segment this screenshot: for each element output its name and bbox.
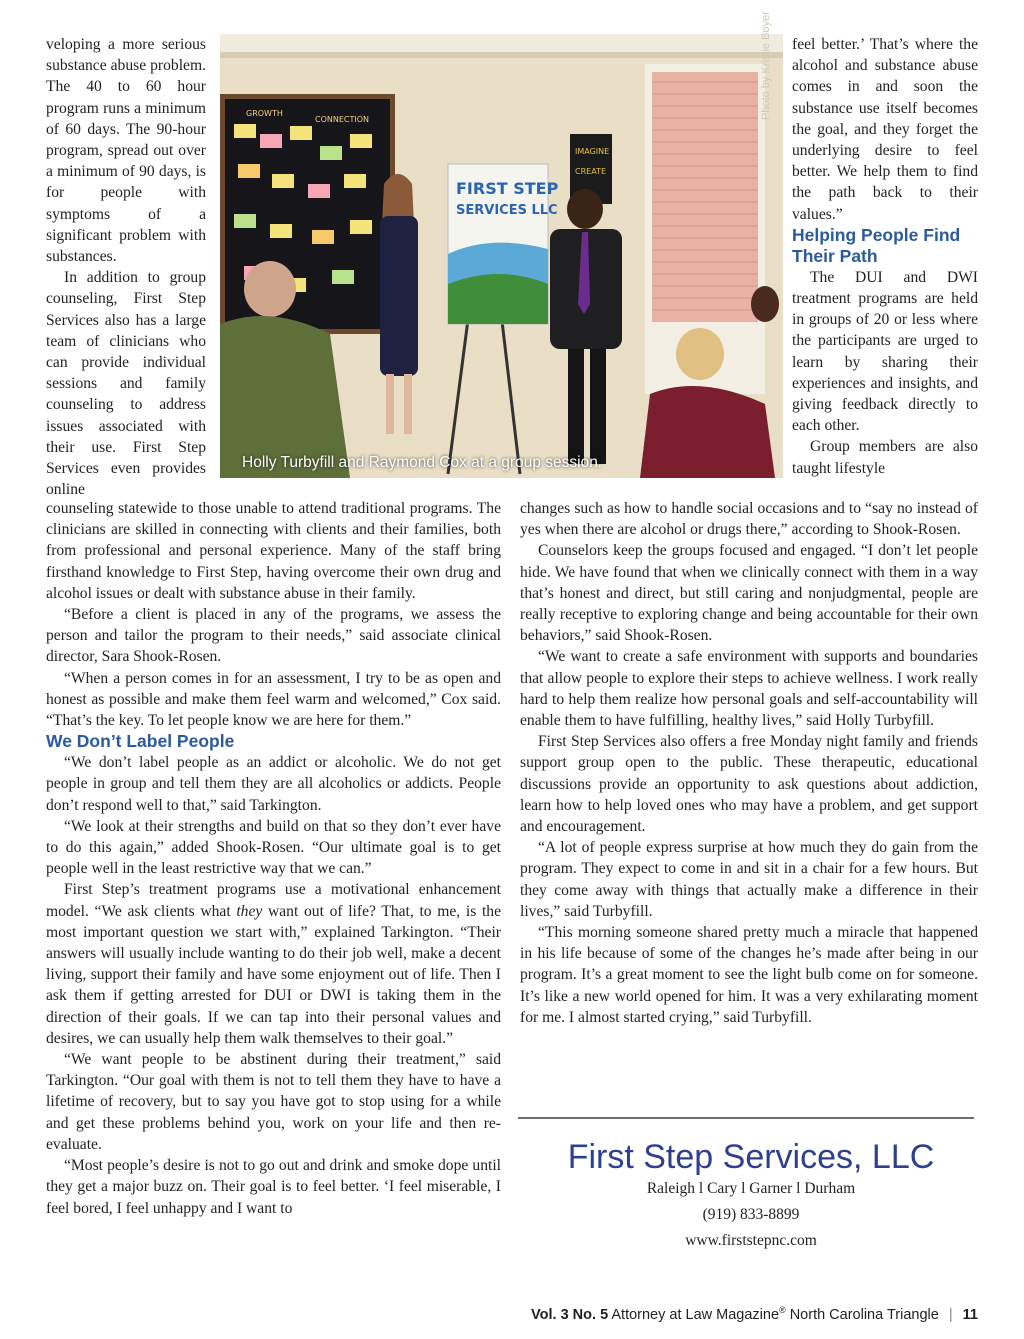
photo-illustration	[220, 34, 783, 478]
paragraph: Counselors keep the groups focused and engaged. “I don’t let people hide. We have found that when we clinically connect with them in a way that’s honest and direct, but still caring and nonjudgmental, people are really receptive to exploring change and being accountable for their own behaviors,” said Shook-Rosen.	[520, 542, 978, 645]
left-wide-column	[46, 498, 501, 1219]
paragraph: First Step Services also offers a free Monday night family and friends support group open to the public. These therapeutic, educational discussions provide an opportunity to ask questions about addiction, learn how to help loved ones who may have a problem, and get support and encouragement.	[520, 733, 978, 836]
paragraph: “We don’t label people as an addict or alcoholic. We do not get people in group and tell them they are all alcoholics or addicts. People don’t respond well to that,” said Tarkington.	[46, 754, 501, 814]
ad-phone: (919) 833-8899	[702, 1206, 800, 1223]
poster-imagine: IMAGINE	[575, 147, 610, 156]
page-footer	[500, 1305, 978, 1323]
paragraph: “We want people to be abstinent during their treatment,” said Tarkington. “Our goal with them is not to tell them they have to have a lifetime of recovery, but to say you have got to stop using for a while and get these problems behind you, work on your life and then re-evaluate.	[46, 1051, 501, 1153]
paragraph: counseling statewide to those unable to attend traditional programs. The clinicians are skilled in connecting with clients and their families, both from professional and personal experience. Many of the staff bring firsthand knowledge to First Step, having overcome their own drug and alcohol issues or dealt with substance abuse in their family.	[46, 500, 501, 602]
footer-region: North Carolina Triangle	[785, 1306, 939, 1323]
text-run: First Step’s treatment programs use a motivational enhancement model. “We ask clients what	[46, 881, 501, 920]
paragraph: changes such as how to handle social occasions and to “say no instead of yes when there are alcohol or drugs there,” according to Shook-Rosen.	[520, 500, 978, 539]
registered-mark: ®	[779, 1305, 786, 1315]
footer-magazine: Attorney at Law Magazine	[608, 1306, 780, 1323]
photo-caption: Holly Turbyfill and Raymond Cox at a group session.	[242, 454, 603, 471]
paragraph: Group members are also taught lifestyle	[792, 438, 978, 477]
paragraph: “This morning someone shared pretty much a miracle that happened in his life because of some of the changes he’s made after being in our program. It’s a great moment to see the light bulb come on for someone. It’s like a new world opened for him. It was a very exhilarating moment for me. I almost started crying,” said Turbyfill.	[520, 924, 978, 1026]
page-number: 11	[962, 1306, 978, 1323]
paragraph: “Most people’s desire is not to go out and drink and smoke dope until they get a major buzz on. Their goal is to feel better. ‘I feel miserable, I feel bored, I feel unhappy and I want to	[46, 1157, 501, 1217]
ad-cities: Raleigh l Cary l Garner l Durham	[646, 1180, 856, 1197]
paragraph: “We look at their strengths and build on that so they don’t ever have to do this again,” added Shook-Rosen. “Our ultimate goal is to get people well in the least restrictive way that we can.”	[46, 817, 501, 878]
text-run: want out of life? That, to me, is the most important question we start with,” explained Tarkington. “Their answers will usually include wanting to do their job well, make a decent living, support their family and have some enjoyment out of life. Then I ask them if getting arrested for DUI or DWI is taking them in the direction of their goals. If we can tap into their personal values and desires, we can usually help them walk themselves to their goal.”	[46, 902, 501, 1047]
paragraph: “We want to create a safe environment with supports and boundaries that allow people to explore their steps to achieve wellness. I work really hard to help them realize how personal goals and self-accountability will enable them to have fulfilling, healthy lives,” said Holly Turbyfill.	[520, 648, 978, 730]
board-label-growth: GROWTH	[246, 109, 283, 118]
sign-line1: FIRST STEP	[456, 179, 559, 198]
paragraph: The DUI and DWI treatment programs are held in groups of 20 or less where the participants are urged to learn by sharing their experiences and insights, and giving feedback directly to each other.	[792, 268, 978, 435]
ad-website-link[interactable]: www.firststepnc.com	[685, 1232, 817, 1249]
photo-credit: Photo by Kristie Boyer	[760, 11, 772, 120]
paragraph: “Before a client is placed in any of the programs, we assess the person and tailor the program to their needs,” said associate clinical director, Sara Shook-Rosen.	[46, 606, 501, 666]
right-narrow-column	[792, 34, 978, 479]
section-heading-we-dont-label: We Don’t Label People	[46, 731, 235, 752]
left-narrow-column	[46, 34, 206, 500]
paragraph: In addition to group counseling, First Step Services also has a large team of clinicians who can provide individual sessions and family counseling to address issues associated with their use. First Step Services even provides online	[46, 269, 206, 499]
sign-line2: SERVICES LLC	[456, 203, 558, 218]
group-session-photo	[220, 34, 783, 478]
paragraph: “A lot of people express surprise at how much they do gain from the program. They expect to come in and sit in a chair for a few hours. But they come away with things that actually make a difference in their lives,” said Turbyfill.	[520, 839, 978, 920]
footer-separator: |	[948, 1306, 953, 1323]
emphasis: they	[236, 902, 263, 920]
ad-company-name: First Step Services, LLC	[567, 1138, 935, 1176]
paragraph: “When a person comes in for an assessment, I try to be as open and honest as possible and make them feel warm and welcomed,” Cox said. “That’s the key. To let people know we are here for them.”	[46, 669, 501, 730]
paragraph: veloping a more serious substance abuse problem. The 40 to 60 hour program runs a minimum of 60 days. The 90-hour program, spread out over a minimum of 90 days, is for people with symptoms of a significant problem with substances.	[46, 36, 206, 266]
right-wide-column	[520, 498, 978, 1028]
board-label-connection: CONNECTION	[315, 115, 370, 124]
paragraph	[46, 879, 501, 1049]
footer-volume: Vol. 3 No. 5	[531, 1306, 609, 1323]
section-heading-helping-people: Helping People Find Their Path	[792, 224, 961, 266]
ad-divider	[518, 1117, 974, 1119]
paragraph: feel better.’ That’s where the alcohol and substance abuse comes in and soon the substance use itself becomes the goal, and they forget the underlying desire to feel better. We help them to find the path back to their values.”	[792, 36, 978, 223]
poster-create: CREATE	[575, 167, 606, 176]
